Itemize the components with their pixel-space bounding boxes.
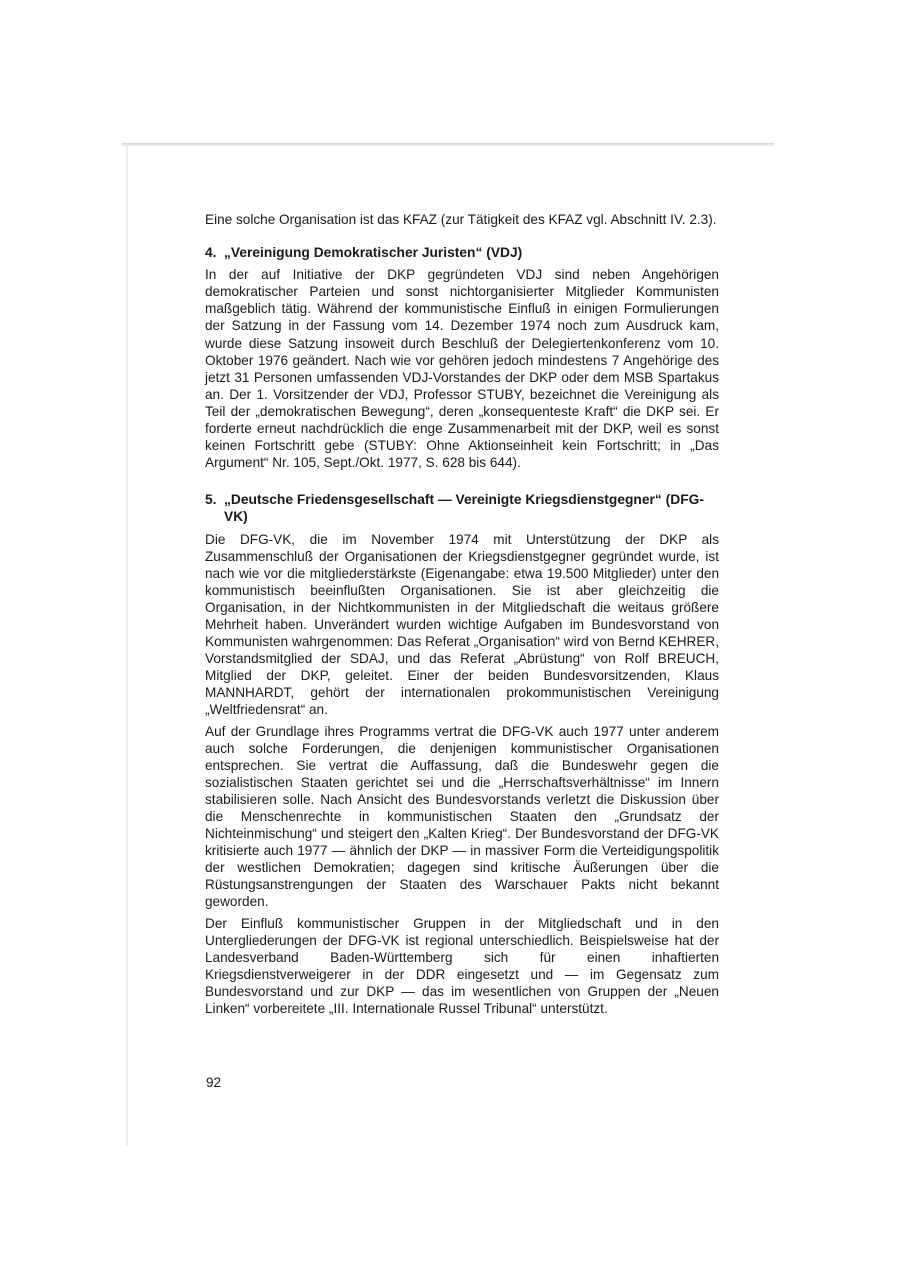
section-vdj xyxy=(205,244,719,471)
section-title: „Deutsche Friedensgesellschaft — Vereinigte Kriegsdienstgegner“ (DFG-VK) xyxy=(224,492,704,525)
scan-shadow-left xyxy=(126,146,128,1146)
section-heading xyxy=(205,244,719,261)
body-paragraph: Auf der Grundlage ihres Programms vertrat die DFG-VK auch 1977 unter anderem auch solche Forderungen, die denjenigen kommunistischer Organisationen entsprechen. Sie vertrat die Auffassung, daß die Bundeswehr gegen die sozialistischen Staaten gerichtet sei und die „Herrschaftsverhältnisse“ im Innern stabilisieren solle. Nach Ansicht des Bundesvorstands verletzt die Diskussion über die Menschenrechte in kommunistischen Staaten den „Grundsatz der Nichteinmischung“ und steigert den „Kalten Krieg“. Der Bundesvorstand der DFG-VK kritisierte auch 1977 — ähnlich der DKP — in massiver Form die Verteidigungspolitik der westlichen Demokratien; dagegen sind kritische Äußerungen über die Rüstungsanstrengungen der Staaten des Warschauer Pakts nicht bekannt geworden. xyxy=(205,723,719,910)
section-number: 5. xyxy=(205,492,217,508)
scan-shadow-top xyxy=(122,143,774,146)
body-paragraph: In der auf Initiative der DKP gegründeten VDJ sind neben Angehörigen demokratischer Parteien und sonst nichtorganisierter Mitglieder Kommunisten maßgeblich tätig. Während der kommunistische Einfluß in einigen Formulierungen der Satzung in der Fassung vom 14. Dezember 1974 noch zum Ausdruck kam, wurde diese Satzung insoweit durch Beschluß der Delegiertenkonferenz vom 10. Oktober 1976 geändert. Nach wie vor gehören jedoch mindestens 7 Angehörige des jetzt 31 Personen umfassenden VDJ-Vorstandes der DKP oder dem MSB Spartakus an. Der 1. Vorsitzender der VDJ, Professor STUBY, bezeichnet die Vereinigung als Teil der „demokratischen Bewegung“, deren „konsequenteste Kraft“ die DKP sei. Er forderte erneut nachdrücklich die enge Zusammenarbeit mit der DKP, weil es sonst keinen Fortschritt gebe (STUBY: Ohne Aktionseinheit kein Fortschritt; in „Das Argument“ Nr. 105, Sept./Okt. 1977, S. 628 bis 644). xyxy=(205,267,719,471)
section-number: 4. xyxy=(205,245,217,261)
body-paragraph: Die DFG-VK, die im November 1974 mit Unterstützung der DKP als Zusammenschluß der Organisationen der Kriegsdienstgegner gegründet wurde, ist nach wie vor die mitgliederstärkste (Eigenangabe: etwa 19.500 Mitglieder) unter den kommunistisch beeinflußten Organisationen. Sie ist aber gleichzeitig die Organisation, in der Nichtkommunisten in der Mitgliedschaft die weitaus größere Mehrheit haben. Unverändert wurden wichtige Aufgaben im Bundesvorstand von Kommunisten wahrgenommen: Das Referat „Organisation“ wird von Bernd KEHRER, Vorstandsmitglied der SDAJ, und das Referat „Abrüstung“ von Rolf BREUCH, Mitglied der DKP, geleitet. Einer der beiden Bundesvorsitzenden, Klaus MANNHARDT, gehört der internationalen prokommunistischen Vereinigung „Weltfriedensrat“ an. xyxy=(205,531,719,718)
document-page xyxy=(205,211,719,1037)
section-title: „Vereinigung Demokratischer Juristen“ (VDJ) xyxy=(224,245,523,261)
page-number: 92 xyxy=(206,1075,222,1090)
section-heading xyxy=(205,491,719,525)
body-paragraph: Der Einfluß kommunistischer Gruppen in der Mitgliedschaft und in den Untergliederungen der DFG-VK ist regional unterschiedlich. Beispielsweise hat der Landesverband Baden-Württemberg sich für einen inhaftierten Kriegsdienstverweigerer in der DDR eingesetzt und — im Gegensatz zum Bundesvorstand und zur DKP — das im wesentlichen von Gruppen der „Neuen Linken“ vorbereitete „III. Internationale Russel Tribunal“ unterstützt. xyxy=(205,915,719,1017)
section-dfg-vk xyxy=(205,491,719,1017)
intro-paragraph: Eine solche Organisation ist das KFAZ (zur Tätigkeit des KFAZ vgl. Abschnitt IV. 2.3). xyxy=(205,212,717,227)
